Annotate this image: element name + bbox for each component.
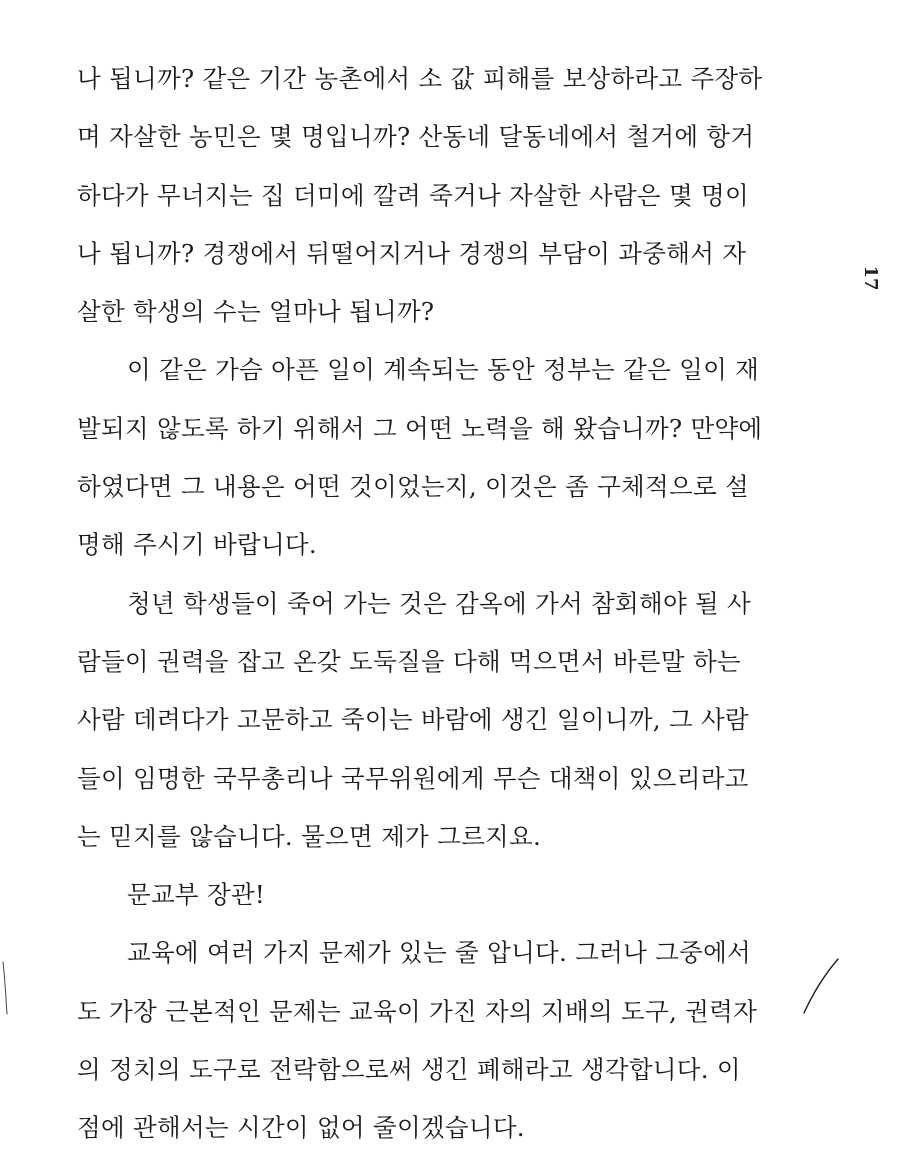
pen-stroke-mark (790, 955, 850, 1016)
page-number: 17 (860, 265, 881, 291)
paragraph-first-line: 청년 학생들이 죽어 가는 것은 감옥에 가서 참회해야 될 사 (127, 588, 752, 618)
text-line: 나 됩니까? 경쟁에서 뒤떨어지거나 경쟁의 부담이 과중해서 자 (77, 238, 747, 268)
address-line: 문교부 장관! (127, 880, 266, 910)
text-line: 나 됩니까? 같은 기간 농촌에서 소 값 피해를 보상하라고 주장하 (77, 64, 763, 93)
text-line: 의 정치의 도구로 전락함으로써 생긴 폐해라고 생각합니다. 이 (77, 1055, 741, 1085)
text-line: 람들이 권력을 잡고 온갖 도둑질을 다해 먹으면서 바른말 하는 (77, 646, 741, 676)
text-line: 하였다면 그 내용은 어떤 것이었는지, 이것은 좀 구체적으로 설 (77, 472, 749, 502)
text-line: 명해 주시기 바랍니다. (77, 530, 317, 560)
text-line: 하다가 무너지는 집 더미에 깔려 죽거나 자살한 사람은 몇 명이 (77, 180, 749, 210)
body-text (77, 50, 797, 1158)
scan-edge-mark (0, 960, 10, 1016)
text-line: 며 자살한 농민은 몇 명입니까? 산동네 달동네에서 철거에 항거 (77, 122, 755, 152)
text-line: 살한 학생의 수는 얼마나 됩니까? (77, 297, 435, 327)
paragraph-first-line: 교육에 여러 가지 문제가 있는 줄 압니다. 그러나 그중에서 (127, 938, 752, 968)
text-line: 점에 관해서는 시간이 없어 줄이겠습니다. (77, 1113, 525, 1143)
text-line: 사람 데려다가 고문하고 죽이는 바람에 생긴 일이니까, 그 사람 (77, 705, 749, 735)
text-line: 발되지 않도록 하기 위해서 그 어떤 노력을 해 왔습니까? 만약에 (77, 413, 763, 443)
text-line: 도 가장 근본적인 문제는 교육이 가진 자의 지배의 도구, 권력자 (77, 996, 758, 1026)
text-line: 는 믿지를 않습니다. 물으면 제가 그르지요. (77, 821, 542, 851)
paragraph-first-line: 이 같은 가슴 아픈 일이 계속되는 동안 정부는 같은 일이 재 (127, 355, 760, 385)
text-line: 들이 임명한 국무총리나 국무위원에게 무슨 대책이 있으리라고 (77, 763, 749, 793)
